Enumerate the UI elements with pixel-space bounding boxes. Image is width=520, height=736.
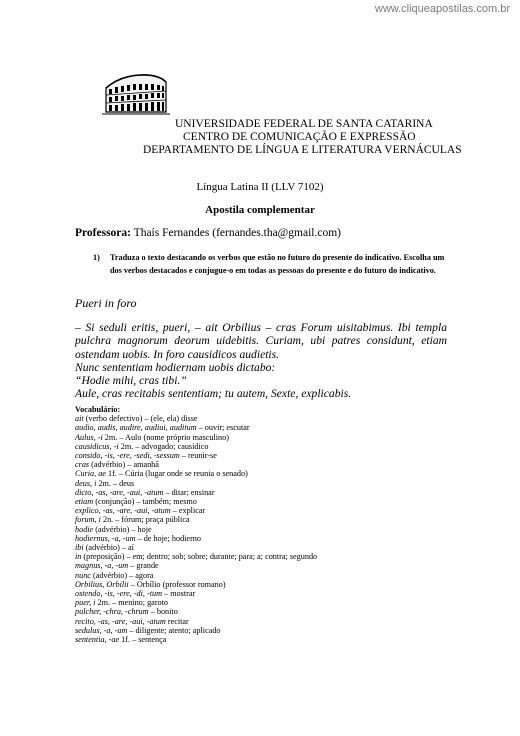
vocabulary-definition: 1f. – Cúria (lugar onde se reunia o senado)	[105, 469, 248, 479]
vocabulary-entry	[75, 423, 455, 432]
vocabulary-term: Aulus, -i	[75, 432, 103, 442]
vocabulary-definition: – de hoje; hodierno	[135, 533, 201, 543]
vocabulary-definition: 2n. – fórum; praça pública	[100, 515, 190, 525]
vocabulary-heading: Vocabulário:	[75, 405, 121, 414]
vocabulary-term: causidicus, -i	[75, 441, 119, 451]
vocabulary-entry	[75, 617, 455, 626]
professor-value: Thaís Fernandes (fernandes.tha@gmail.com)	[133, 227, 341, 239]
vocabulary-entry	[75, 469, 455, 478]
center-name: CENTRO DE COMUNICAÇÃO E EXPRESSÃO	[183, 131, 416, 143]
vocabulary-entry	[75, 525, 455, 534]
vocabulary-entry	[75, 414, 455, 423]
department-name: DEPARTAMENTO DE LÍNGUA E LITERATURA VERNÁCULAS	[143, 144, 462, 156]
vocabulary-term: puer, i	[75, 598, 96, 608]
vocabulary-entry	[75, 451, 455, 460]
vocabulary-definition: 1f. – sentença	[119, 635, 167, 645]
vocabulary-entry	[75, 515, 455, 524]
vocabulary-entry	[75, 571, 455, 580]
vocabulary-term: audio, audis, audire, audiui, auditum	[75, 423, 197, 433]
vocabulary-entry	[75, 442, 455, 451]
vocabulary-list	[75, 405, 455, 644]
vocabulary-entry	[75, 497, 455, 506]
vocabulary-definition: (advérbio) – hoje	[93, 524, 152, 534]
vocabulary-term: nunc	[75, 570, 91, 580]
vocabulary-definition: – diligente; atento; aplicado	[127, 625, 221, 635]
vocabulary-definition: – explicar	[170, 506, 206, 516]
vocabulary-definition: – Orbílio (professor romano)	[128, 579, 226, 589]
exercise-text: Traduza o texto destacando os verbos que estão no futuro do presente do indicativo. Escolha um dos verbos destacados e conjugue-o em todas as pessoas do presente e do futuro do indicativo.	[110, 253, 445, 275]
vocabulary-term: hodie	[75, 524, 94, 534]
course-name: Língua Latina II (LLV 7102)	[196, 181, 324, 193]
vocabulary-definition: (verbo defectivo) – (ele, ela) disse	[83, 414, 198, 424]
vocabulary-entry	[75, 607, 455, 616]
vocabulary-entry	[75, 552, 455, 561]
exercise-instruction	[93, 252, 453, 277]
watermark-url: www.cliqueapostilas.com.br	[374, 3, 510, 15]
vocabulary-definition: (advérbio) – amanhã	[89, 460, 159, 470]
colosseum-logo	[100, 68, 172, 120]
vocabulary-term: sedulus, -a, -um	[75, 625, 128, 635]
exercise-number: 1)	[93, 253, 100, 262]
vocabulary-definition: – ditar; ensinar	[163, 487, 215, 497]
professor-label: Professora:	[75, 227, 131, 239]
vocabulary-definition: – bonito	[148, 607, 178, 617]
vocabulary-entry	[75, 488, 455, 497]
latin-line: Aule, cras recitabis sententiam; tu autem, Sexte, explicabis.	[75, 387, 352, 401]
vocabulary-term: pulcher, -chra, -chrum	[75, 607, 149, 617]
latin-quote: “Hodie mihi, cras tibi.”	[75, 374, 187, 388]
vocabulary-term: hodiernus, -a, -um	[75, 533, 136, 543]
vocabulary-entry	[75, 506, 455, 515]
vocabulary-term: Curia, ae	[75, 469, 106, 479]
vocabulary-term: recito, -as, -are, -aui, -atum	[75, 616, 166, 626]
vocabulary-entry	[75, 589, 455, 598]
vocabulary-entry	[75, 635, 455, 644]
vocabulary-term: Orbilius, Orbilii	[75, 579, 129, 589]
vocabulary-entry	[75, 598, 455, 607]
vocabulary-definition: 2m. – Aulo (nome próprio masculino)	[102, 432, 229, 442]
vocabulary-entry	[75, 460, 455, 469]
vocabulary-entry	[75, 479, 455, 488]
vocabulary-entry	[75, 433, 455, 442]
vocabulary-entry	[75, 543, 455, 552]
document-title: Apostila complementar	[205, 204, 315, 216]
vocabulary-term: forum, i	[75, 515, 101, 525]
vocabulary-definition: – ouvir; escutar	[196, 423, 250, 433]
vocabulary-entry	[75, 561, 455, 570]
vocabulary-definition: (preposição) – em; dentro; sob; sobre; durante; para; a; contra; segundo	[81, 552, 318, 562]
vocabulary-definition: – mostrar	[162, 589, 196, 599]
vocabulary-term: ibi	[75, 543, 84, 553]
vocabulary-definition: (advérbio) – agora	[90, 570, 154, 580]
latin-line: Nunc sententiam hodiernam uobis dictabo:	[75, 360, 276, 374]
vocabulary-definition: – grande	[128, 561, 159, 571]
vocabulary-term: dicto, -as, -are, -aui, -atum	[75, 487, 164, 497]
vocabulary-term: ait	[75, 414, 84, 424]
vocabulary-term: consido, -is, -ere, -sedi, -sessum	[75, 451, 180, 461]
vocabulary-term: explico, -as, -are, -aui, -atum	[75, 506, 171, 516]
university-name: UNIVERSIDADE FEDERAL DE SANTA CATARINA	[175, 118, 433, 130]
vocabulary-term: cras	[75, 460, 90, 470]
vocabulary-term: etiam	[75, 497, 94, 507]
vocabulary-term: ostendo, -is, -ere, -di, -tum	[75, 589, 163, 599]
professor-line	[75, 227, 341, 239]
vocabulary-definition: (conjunção) – também; mesmo	[93, 497, 197, 507]
latin-text	[75, 321, 447, 401]
vocabulary-entry	[75, 580, 455, 589]
vocabulary-entry	[75, 534, 455, 543]
vocabulary-definition: (advérbio) – aí	[83, 543, 134, 553]
vocabulary-definition: 2m. – menino; garoto	[95, 598, 169, 608]
latin-text-title: Pueri in foro	[75, 296, 137, 310]
vocabulary-term: magnus, -a, -um	[75, 561, 129, 571]
vocabulary-term: sententia, -ae	[75, 635, 120, 645]
vocabulary-definition: 2m. – deus	[96, 478, 135, 488]
vocabulary-entry	[75, 626, 455, 635]
latin-paragraph: – Si seduli eritis, pueri, – ait Orbilius – cras Forum uisitabimus. Ibi templa pulchra magnorum deorum uidebitis. Curiam, ubi patres considunt, etiam ostendam uobis. In foro causidicos audietis.	[75, 321, 447, 361]
vocabulary-definition: 2m. – advogado; causídico	[118, 441, 209, 451]
vocabulary-definition: – reunir-se	[179, 451, 217, 461]
vocabulary-term: deus, i	[75, 478, 97, 488]
vocabulary-term: in	[75, 552, 82, 562]
vocabulary-definition: recitar	[165, 616, 189, 626]
